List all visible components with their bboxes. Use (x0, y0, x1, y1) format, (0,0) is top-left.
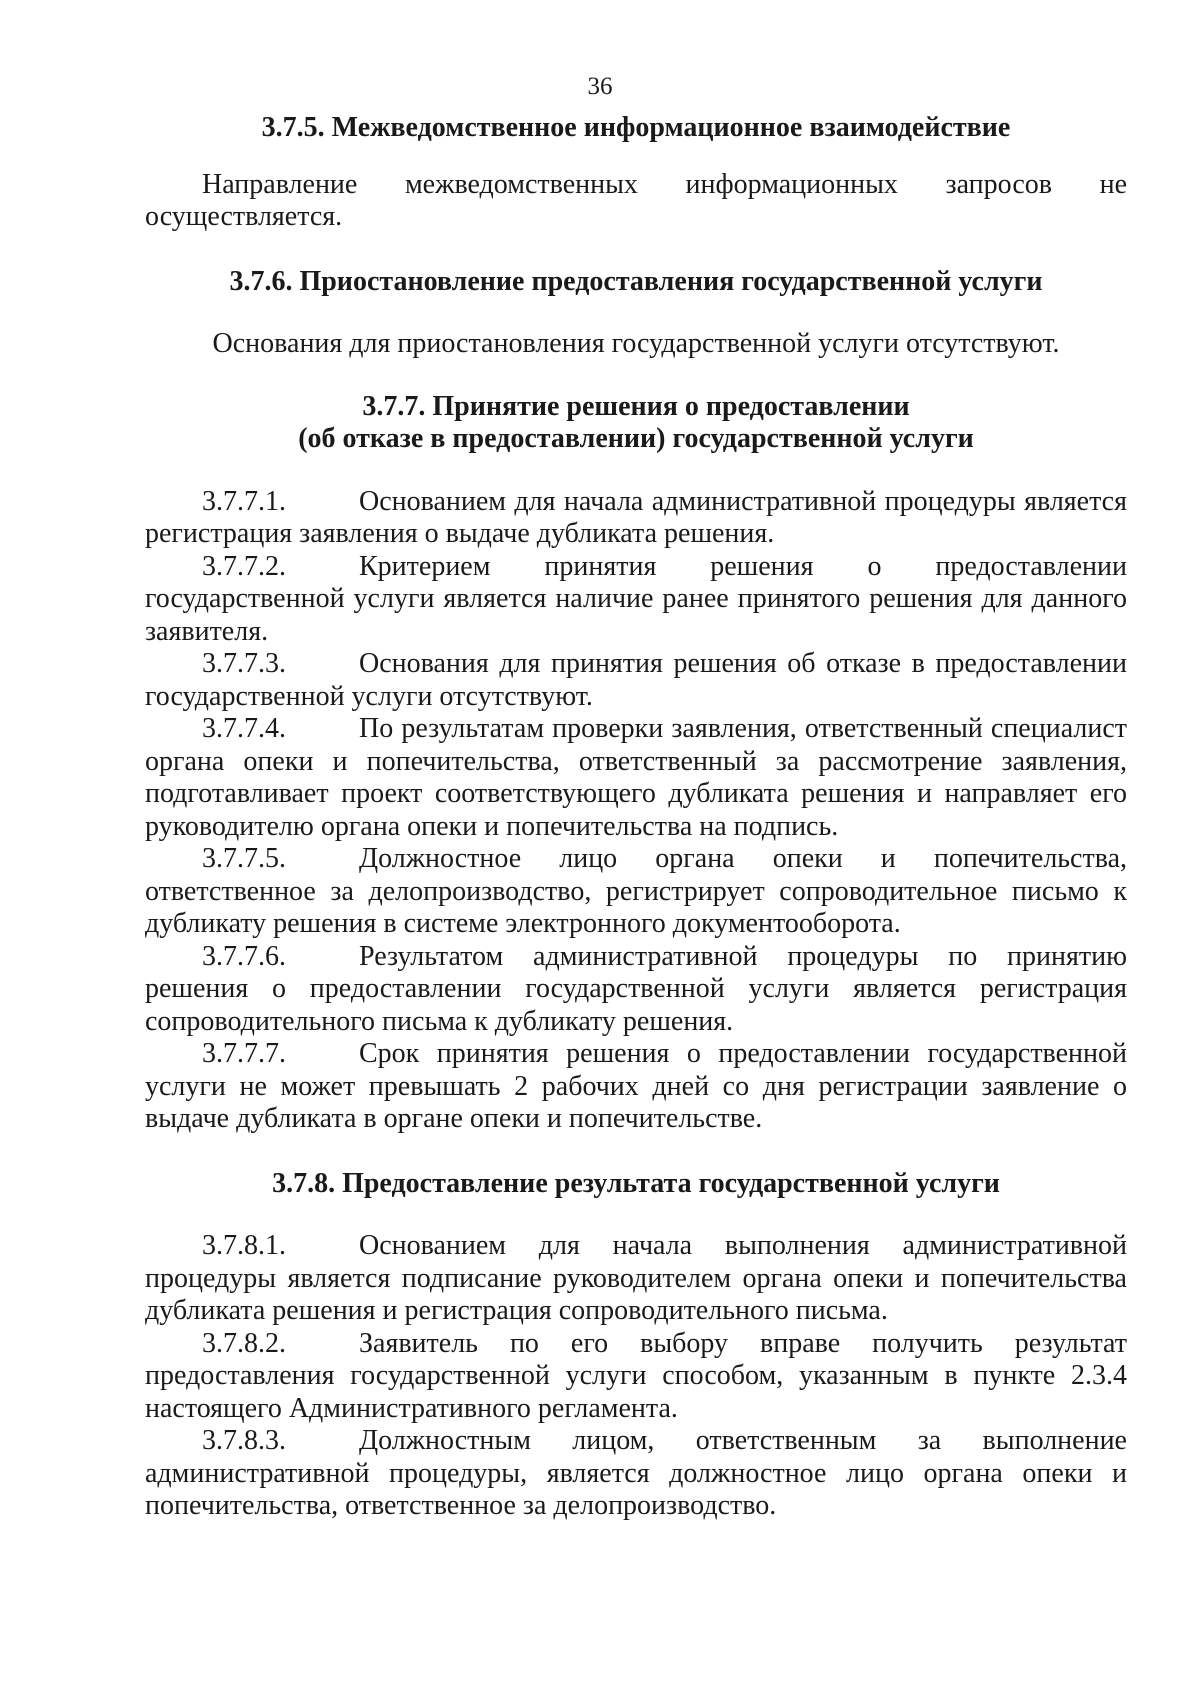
item-text: Основанием для начала административной процедуры является регистрация заявления о выдаче дубликата решения. (145, 485, 1127, 549)
section-heading-3-7-7 (145, 391, 1127, 456)
list-item (145, 486, 1127, 551)
list-item (145, 713, 1127, 843)
item-number: 3.7.8.1. (202, 1230, 286, 1261)
document-body (145, 112, 1127, 1523)
section-heading-3-7-8: 3.7.8. Предоставление результата государственной услуги (272, 1167, 1000, 1199)
item-text: Должностное лицо органа опеки и попечительства, ответственное за делопроизводство, регистрирует сопроводительное письмо к дубликату решения в системе электронного документооборота. (145, 843, 1127, 939)
section-text-3-7-5: Направление межведомственных информационных запросов не осуществляется. (145, 168, 1127, 232)
section-3-7-8-items (145, 1230, 1127, 1523)
item-text: По результатам проверки заявления, ответственный специалист органа опеки и попечительства, ответственный за рассмотрение заявления, подготавливает проект соответствующего дубликата решения и направляет его руководителю органа опеки и попечительства на подпись. (145, 713, 1127, 842)
item-text: Критерием принятия решения о предоставлении государственной услуги является наличие ранее принятого решения для данного заявителя. (145, 550, 1127, 647)
list-item (145, 1038, 1127, 1136)
item-number: 3.7.7.5. (202, 843, 286, 874)
list-item (145, 1328, 1127, 1426)
page-number: 36 (587, 73, 613, 100)
list-item (145, 1230, 1127, 1328)
item-number: 3.7.7.3. (202, 648, 286, 679)
item-number: 3.7.8.2. (202, 1327, 286, 1359)
item-text: Основания для принятия решения об отказе в предоставлении государственной услуги отсутствуют. (145, 648, 1127, 712)
item-number: 3.7.7.6. (202, 940, 286, 972)
section-text-3-7-6: Основания для приостановления государственной услуги отсутствуют. (212, 328, 1060, 359)
item-number: 3.7.8.3. (202, 1425, 286, 1456)
list-item (145, 941, 1127, 1039)
list-item (145, 1425, 1127, 1523)
item-text: Срок принятия решения о предоставлении государственной услуги не может превышать 2 рабочих дней со дня регистрации заявление о выдаче дубликата в органе опеки и попечительстве. (145, 1038, 1127, 1134)
list-item (145, 551, 1127, 649)
section-heading-3-7-5: 3.7.5. Межведомственное информационное взаимодействие (261, 112, 1011, 143)
item-number: 3.7.7.1. (202, 485, 286, 517)
item-text: Заявитель по его выбору вправе получить результат предоставления государственной услуги способом, указанным в пункте 2.3.4 настоящего Административного регламента. (145, 1327, 1127, 1424)
item-text: Результатом административной процедуры по принятию решения о предоставлении государственной услуги является регистрация сопроводительного письма к дубликату решения. (145, 940, 1127, 1037)
item-text: Основанием для начала выполнения административной процедуры является подписание руководителем органа опеки и попечительства дубликата решения и регистрация сопроводительного письма. (145, 1230, 1127, 1326)
section-heading-3-7-7-line1: 3.7.7. Принятие решения о предоставлении (362, 390, 910, 422)
section-3-7-7-items (145, 486, 1127, 1136)
section-heading-3-7-6: 3.7.6. Приостановление предоставления государственной услуги (229, 265, 1043, 297)
list-item (145, 648, 1127, 713)
item-number: 3.7.7.2. (202, 550, 286, 582)
item-number: 3.7.7.7. (202, 1038, 286, 1069)
item-number: 3.7.7.4. (202, 713, 286, 744)
list-item (145, 843, 1127, 941)
section-heading-3-7-7-line2: (об отказе в предоставлении) государственной услуги (298, 423, 974, 454)
item-text: Должностным лицом, ответственным за выполнение административной процедуры, является должностное лицо органа опеки и попечительства, ответственное за делопроизводство. (145, 1425, 1127, 1521)
